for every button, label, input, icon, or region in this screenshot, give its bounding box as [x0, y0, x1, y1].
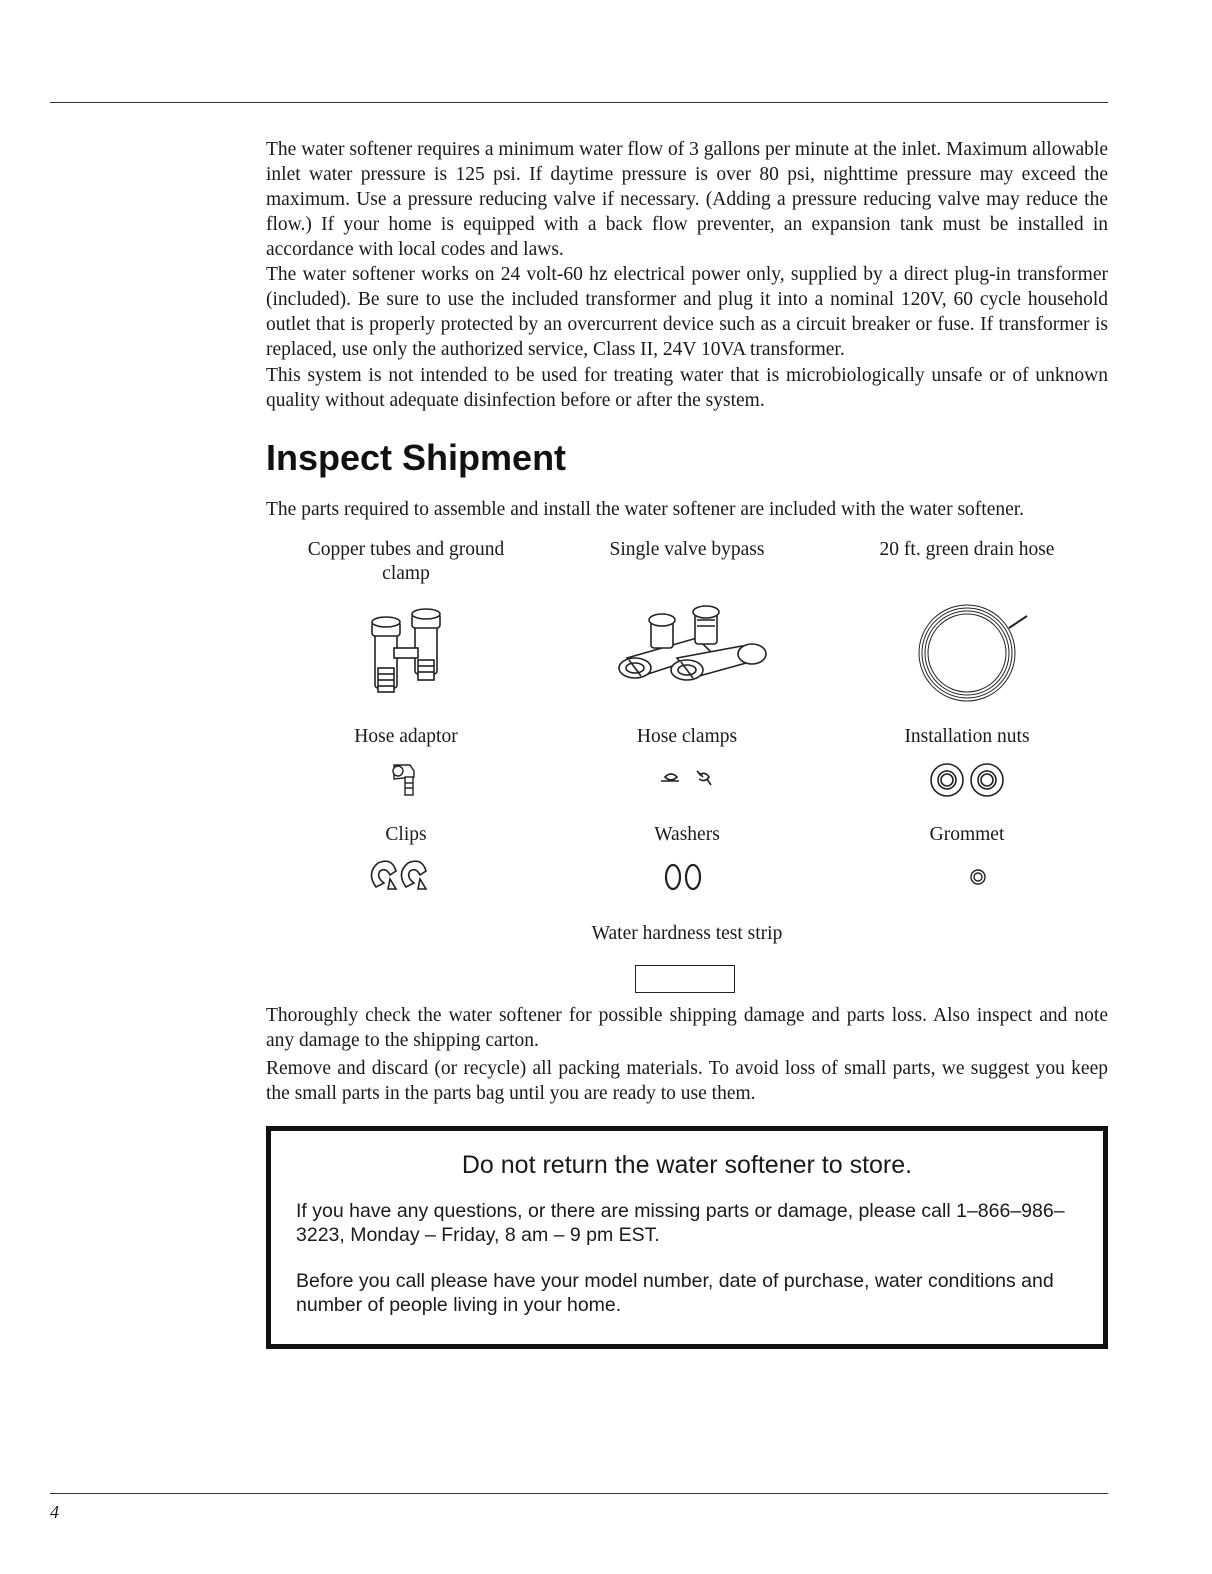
disinfection-paragraph: This system is not intended to be used for treating water that is microbiologically unsafe or of unknown quality without adequate disinfection before or after the system.	[266, 365, 1108, 411]
part-test-strip	[547, 922, 827, 946]
part-label: Copper tubes and ground clamp	[307, 539, 505, 584]
part-label: 20 ft. green drain hose	[879, 539, 1055, 560]
installation-nuts-icon	[827, 755, 1107, 805]
electrical-paragraph: The water softener works on 24 volt-60 hz electrical power only, supplied by a direct plug-in transformer (included). Be sure to use the included transformer and plug it into a nominal 120V, 60 cycle household outlet that is properly protected by an overcurrent device such as a circuit breaker or fuse. If transformer is replaced, use only the authorized service, Class II, 24V 10VA transformer.	[266, 264, 1108, 360]
parts-grid	[266, 538, 1108, 958]
part-bypass-valve	[547, 538, 827, 562]
grommet-icon	[827, 853, 1107, 903]
part-label: Washers	[654, 824, 720, 845]
part-installation-nuts	[827, 725, 1107, 749]
bypass-valve-icon	[547, 598, 827, 708]
hose-clamps-icon	[547, 757, 827, 807]
part-label: Installation nuts	[904, 726, 1030, 747]
part-label: Grommet	[929, 824, 1005, 845]
part-hose-clamps	[547, 725, 827, 749]
part-label: Water hardness test strip	[591, 923, 783, 944]
notice-contact-text: If you have any questions, or there are missing parts or damage, please call 1–866–986–3223, Monday – Friday, 8 am – 9 pm EST.	[296, 1200, 1065, 1246]
drain-hose-icon	[827, 598, 1107, 708]
header-rule	[50, 102, 1108, 103]
part-washers	[547, 823, 827, 847]
footer-rule	[50, 1493, 1108, 1494]
part-label: Single valve bypass	[609, 539, 765, 560]
notice-box	[266, 1126, 1108, 1349]
clips-icon	[266, 853, 546, 903]
part-grommet	[827, 823, 1107, 847]
test-strip-icon	[635, 965, 735, 993]
hose-adaptor-icon	[266, 757, 546, 807]
notice-prepare-text: Before you call please have your model number, date of purchase, water conditions and number of people living in your home.	[296, 1270, 1054, 1316]
section-title: Inspect Shipment	[266, 437, 567, 478]
page-number: 4	[50, 1502, 59, 1522]
part-label: Hose clamps	[636, 726, 738, 747]
copper-tubes-icon	[266, 608, 546, 708]
flow-pressure-paragraph: The water softener requires a minimum water flow of 3 gallons per minute at the inlet. Maximum allowable inlet water pressure is 125 psi. If daytime pressure is over 80 psi, nighttime pressure may exceed the maximum. Use a pressure reducing valve if necessary. (Adding a pressure reducing valve may reduce the flow.) If your home is equipped with a back flow preventer, an expansion tank must be installed in accordance with local codes and laws.	[266, 139, 1108, 260]
notice-heading: Do not return the water softener to store.	[461, 1151, 913, 1179]
part-label: Hose adaptor	[354, 726, 458, 747]
part-drain-hose	[827, 538, 1107, 562]
part-hose-adaptor	[266, 725, 546, 749]
washers-icon	[547, 853, 827, 903]
part-label: Clips	[385, 824, 427, 845]
check-damage-paragraph: Thoroughly check the water softener for possible shipping damage and parts loss. Also inspect and note any damage to the shipping carton.	[266, 1005, 1108, 1051]
part-copper-tubes	[266, 538, 546, 586]
section-intro: The parts required to assemble and install the water softener are included with the water softener.	[266, 499, 1025, 520]
part-clips	[266, 823, 546, 847]
packing-materials-paragraph: Remove and discard (or recycle) all packing materials. To avoid loss of small parts, we suggest you keep the small parts in the parts bag until you are ready to use them.	[266, 1058, 1108, 1104]
